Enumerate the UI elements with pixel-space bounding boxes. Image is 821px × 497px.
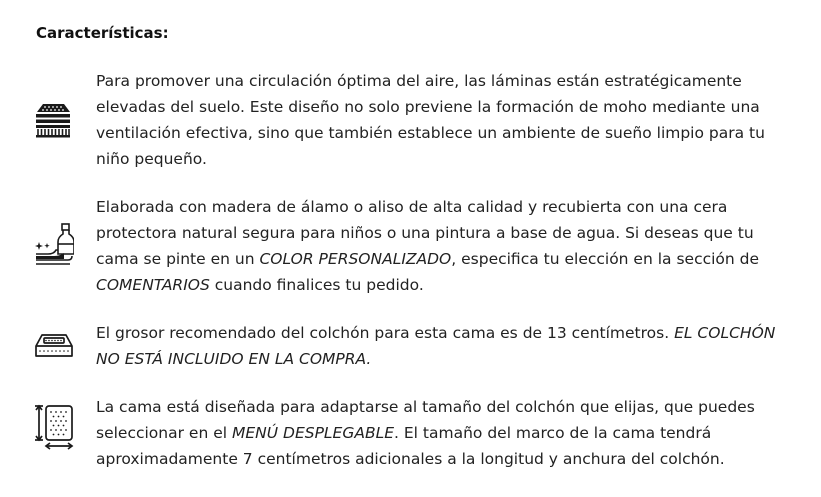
comments-emphasis: COMENTARIOS: [96, 276, 210, 294]
feature-material-text: Elaborada con madera de álamo o aliso de alta calidad y recubierta con una cera protectora natural segura para niños o una pintura a base de agua. Si deseas que tu cama se pinte en un COLOR PERSONALIZADO, especifica tu elección en la sección de COMENTARIOS cuando finalices tu pedido.: [96, 198, 760, 294]
dropdown-menu-emphasis: MENÚ DESPLEGABLE: [231, 424, 395, 442]
custom-color-emphasis: COLOR PERSONALIZADO: [259, 250, 452, 268]
size-dimensions-icon: [34, 404, 72, 444]
feature-mattress-text: El grosor recomendado del colchón para esta cama es de 13 centímetros. EL COLCHÓN NO ESTÁ INCLUIDO EN LA COMPRA.: [96, 324, 776, 368]
feature-ventilation-text: Para promover una circulación óptima del aire, las láminas están estratégicamente elevadas del suelo. Este diseño no solo previene la formación de moho mediante una ventilación efectiva, sino que también establece un ambiente de sueño limpio para tu niño pequeño.: [96, 72, 765, 168]
feature-size-text: La cama está diseñada para adaptarse al tamaño del colchón que elijas, que puedes seleccionar en el MENÚ DESPLEGABLE. El tamaño del marco de la cama tendrá aproximadamente 7 centímetros adicionales a la longitud y anchura del colchón.: [96, 398, 755, 468]
paint-bottle-icon: [34, 222, 72, 262]
section-heading: Características:: [36, 24, 169, 42]
mattress-icon: [34, 332, 72, 372]
not-included-emphasis: EL COLCHÓN NO ESTÁ INCLUIDO EN LA COMPRA.: [96, 324, 776, 368]
slatted-base-icon: [34, 100, 72, 140]
